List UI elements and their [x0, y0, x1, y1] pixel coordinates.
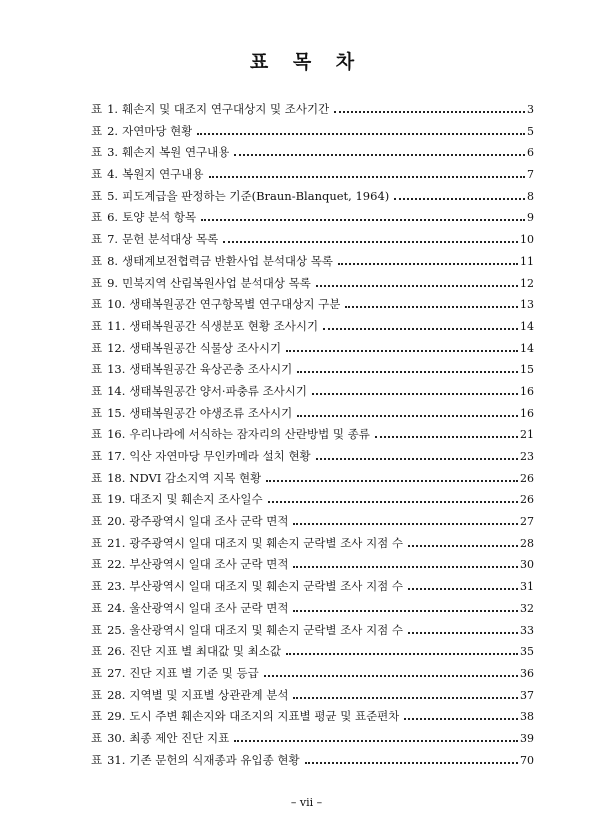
- toc-entry[interactable]: [91, 556, 534, 578]
- toc-entry-title: 문헌 분석대상 목록: [122, 232, 219, 247]
- toc-dot-leader: [297, 415, 518, 417]
- toc-dot-leader: [375, 436, 518, 438]
- toc-entry-prefix: 표: [91, 123, 103, 138]
- toc-entry-page: 38: [520, 710, 534, 724]
- toc-entry-prefix: 표: [91, 297, 103, 312]
- toc-dot-leader: [293, 566, 518, 568]
- toc-dot-leader: [408, 545, 518, 547]
- toc-entry-title: 부산광역시 일대 대조지 및 훼손지 군락별 조사 지점 수: [129, 579, 404, 594]
- toc-entry-number: 28.: [107, 687, 126, 702]
- toc-entry-title: 토양 분석 항목: [122, 210, 197, 225]
- toc-dot-leader: [286, 350, 518, 352]
- toc-entry[interactable]: [91, 405, 534, 427]
- toc-entry-number: 4.: [107, 167, 119, 182]
- toc-entry-prefix: 표: [91, 579, 103, 594]
- toc-entry-prefix: 표: [91, 102, 103, 116]
- toc-entry-prefix: 표: [91, 145, 103, 160]
- toc-entry[interactable]: [91, 600, 534, 622]
- toc-entry-number: 29.: [107, 709, 126, 724]
- toc-entry[interactable]: [91, 643, 534, 665]
- toc-entry-prefix: 표: [91, 167, 103, 182]
- toc-dot-leader: [334, 111, 525, 113]
- toc-entry-prefix: 표: [91, 449, 103, 463]
- toc-entry-prefix: 표: [91, 665, 103, 680]
- toc-entry-number: 12.: [107, 340, 126, 355]
- toc-entry[interactable]: [91, 318, 534, 340]
- toc-entry-page: 11: [520, 254, 534, 268]
- toc-entry-number: 21.: [107, 535, 126, 550]
- toc-entry-title: 울산광역시 일대 조사 군락 면적: [129, 600, 289, 615]
- toc-entry-prefix: 표: [91, 730, 103, 745]
- toc-entry-title: 생태복원공간 연구항목별 연구대상지 구분: [129, 297, 341, 312]
- toc-entry-prefix: 표: [91, 514, 103, 529]
- toc-entry-number: 1.: [107, 102, 119, 116]
- toc-entry-title: 민북지역 산림복원사업 분석대상 목록: [122, 275, 311, 290]
- toc-entry-title: 훼손지 및 대조지 연구대상지 및 조사기간: [122, 102, 330, 116]
- toc-entry-title: 광주광역시 일대 대조지 및 훼손지 군락별 조사 지점 수: [129, 535, 404, 550]
- toc-entry[interactable]: [91, 166, 534, 188]
- toc-dot-leader: [266, 480, 518, 482]
- toc-entry-page: 36: [520, 666, 534, 680]
- toc-dot-leader: [345, 306, 518, 308]
- toc-entry-page: 30: [520, 558, 534, 572]
- toc-dot-leader: [293, 523, 518, 525]
- toc-entry[interactable]: [91, 231, 534, 253]
- toc-entry[interactable]: [91, 470, 534, 492]
- toc-entry[interactable]: [91, 665, 534, 687]
- toc-entry[interactable]: [91, 383, 534, 405]
- toc-dot-leader: [305, 762, 518, 764]
- toc-entry-page: 21: [520, 428, 534, 442]
- toc-entry-title: 진단 지표 별 기준 및 등급: [129, 665, 259, 680]
- toc-entry-title: 기존 문헌의 식재종과 유입종 현황: [129, 752, 300, 767]
- toc-entry-number: 23.: [107, 579, 126, 594]
- toc-entry-prefix: 표: [91, 188, 103, 203]
- toc-dot-leader: [404, 718, 518, 720]
- toc-entry-number: 13.: [107, 362, 126, 377]
- page-title: 표 목 차: [249, 51, 364, 73]
- toc-entry-number: 14.: [107, 383, 126, 398]
- toc-entry-number: 24.: [107, 600, 126, 615]
- toc-entry-page: 7: [527, 168, 534, 182]
- page-number: – vii –: [290, 796, 323, 809]
- toc-entry-title: 울산광역시 일대 대조지 및 훼손지 군락별 조사 지점 수: [129, 622, 404, 637]
- toc-dot-leader: [201, 219, 525, 221]
- toc-entry-page: 16: [520, 406, 534, 420]
- toc-entry[interactable]: [91, 253, 534, 275]
- toc-entry-title: 생태계보전협력금 반환사업 분석대상 목록: [122, 253, 334, 268]
- toc-entry[interactable]: [91, 752, 534, 774]
- toc-entry-page: 31: [520, 580, 534, 594]
- toc-entry-page: 12: [520, 276, 534, 290]
- toc-dot-leader: [209, 176, 525, 178]
- toc-entry-page: 10: [520, 233, 534, 247]
- toc-entry[interactable]: [91, 340, 534, 362]
- toc-entry-number: 30.: [107, 730, 126, 745]
- toc-entry[interactable]: [91, 275, 534, 297]
- toc-entry-page: 8: [527, 189, 534, 203]
- toc-entry-prefix: 표: [91, 362, 103, 377]
- toc-entry-title: 복원지 연구내용: [122, 167, 204, 182]
- toc-entry-prefix: 표: [91, 752, 103, 767]
- toc-dot-leader: [234, 740, 518, 742]
- toc-entry-title: 익산 자연마당 무인카메라 설치 현황: [129, 449, 311, 463]
- toc-entry-title: 대조지 및 훼손지 조사일수: [129, 492, 263, 507]
- toc-dot-leader: [234, 154, 525, 156]
- toc-entry-title: 진단 지표 별 최대값 및 최소값: [129, 644, 281, 659]
- toc-entry-page: 9: [527, 211, 534, 225]
- toc-entry[interactable]: [91, 361, 534, 383]
- toc-entry[interactable]: [91, 513, 534, 535]
- toc-entry-prefix: 표: [91, 405, 103, 420]
- toc-entry-prefix: 표: [91, 644, 103, 659]
- toc-entry-page: 14: [520, 341, 534, 355]
- toc-entry-title: 생태복원공간 육상곤충 조사시기: [129, 362, 293, 377]
- toc-entry-prefix: 표: [91, 687, 103, 702]
- toc-dot-leader: [197, 133, 525, 135]
- toc-entry[interactable]: [91, 730, 534, 752]
- toc-dot-leader: [312, 393, 518, 395]
- toc-entry-prefix: 표: [91, 318, 103, 333]
- toc-entry-prefix: 표: [91, 709, 103, 724]
- toc-entry-page: 37: [520, 688, 534, 702]
- toc-entry-page: 13: [520, 298, 534, 312]
- toc-entry-page: 15: [520, 363, 534, 377]
- toc-entry-title: 도시 주변 훼손지와 대조지의 지표별 평균 및 표준편차: [129, 709, 400, 724]
- toc-entry-number: 3.: [107, 145, 119, 160]
- toc-entry-number: 11.: [107, 318, 126, 333]
- toc-entry-prefix: 표: [91, 210, 103, 225]
- toc-entry-prefix: 표: [91, 557, 103, 572]
- toc-dot-leader: [297, 371, 518, 373]
- toc-entry-page: 3: [527, 103, 534, 116]
- toc-entry-number: 7.: [107, 232, 119, 247]
- toc-entry-title: 자연마당 현황: [122, 123, 193, 138]
- toc-entry-page: 35: [520, 645, 534, 659]
- toc-entry-page: 6: [527, 146, 534, 160]
- toc-entry-number: 9.: [107, 275, 119, 290]
- toc-entry-page: 5: [527, 124, 534, 138]
- toc-entry-number: 18.: [107, 470, 126, 485]
- toc-entry-number: 25.: [107, 622, 126, 637]
- toc-entry-number: 31.: [107, 752, 126, 767]
- toc-entry-prefix: 표: [91, 492, 103, 507]
- toc-entry[interactable]: [91, 101, 534, 123]
- toc-entry-title: 생태복원공간 야생조류 조사시기: [129, 405, 293, 420]
- toc-entry[interactable]: [91, 123, 534, 145]
- toc-entry-page: 16: [520, 384, 534, 398]
- toc-entry-page: 26: [520, 471, 534, 485]
- toc-entry-number: 26.: [107, 644, 126, 659]
- toc-entry-page: 70: [520, 753, 534, 767]
- toc-dot-leader: [338, 263, 518, 265]
- toc-entry[interactable]: [91, 426, 534, 448]
- toc-entry-prefix: 표: [91, 383, 103, 398]
- toc-entry-title: 부산광역시 일대 조사 군락 면적: [129, 557, 289, 572]
- toc-dot-leader: [268, 501, 518, 503]
- toc-entry-prefix: 표: [91, 232, 103, 247]
- toc-dot-leader: [293, 610, 518, 612]
- toc-entry-number: 22.: [107, 557, 126, 572]
- toc-entry-number: 20.: [107, 514, 126, 529]
- toc-entry-prefix: 표: [91, 275, 103, 290]
- toc-entry[interactable]: [91, 622, 534, 644]
- toc-entry-number: 5.: [107, 188, 119, 203]
- toc-dot-leader: [264, 675, 518, 677]
- table-of-contents: [91, 101, 534, 773]
- toc-entry-number: 19.: [107, 492, 126, 507]
- toc-entry-title: 지역별 및 지표별 상관관계 분석: [129, 687, 289, 702]
- toc-entry-page: 23: [520, 450, 534, 463]
- toc-entry-page: 26: [520, 493, 534, 507]
- toc-entry-title: 최종 제안 진단 지표: [129, 730, 230, 745]
- toc-dot-leader: [408, 588, 518, 590]
- toc-entry[interactable]: [91, 144, 534, 166]
- toc-entry-title: NDVI 감소지역 지목 현황: [129, 470, 262, 485]
- toc-entry-title: 피도계급을 판정하는 기준(Braun-Blanquet, 1964): [122, 188, 390, 203]
- toc-entry-title: 훼손지 복원 연구내용: [122, 145, 230, 160]
- toc-entry-page: 33: [520, 623, 534, 637]
- toc-entry-number: 10.: [107, 297, 126, 312]
- toc-entry-title: 생태복원공간 식물상 조사시기: [129, 340, 282, 355]
- toc-entry-prefix: 표: [91, 600, 103, 615]
- toc-entry-prefix: 표: [91, 427, 103, 442]
- toc-dot-leader: [223, 241, 518, 243]
- toc-entry-number: 17.: [107, 449, 126, 463]
- toc-entry-number: 6.: [107, 210, 119, 225]
- toc-entry[interactable]: [91, 491, 534, 513]
- toc-entry-number: 8.: [107, 253, 119, 268]
- toc-entry-prefix: 표: [91, 253, 103, 268]
- toc-entry-prefix: 표: [91, 622, 103, 637]
- toc-dot-leader: [316, 285, 518, 287]
- toc-entry-page: 14: [520, 319, 534, 333]
- toc-entry-title: 우리나라에 서식하는 잠자리의 산란방법 및 종류: [129, 427, 370, 442]
- toc-entry-page: 28: [520, 536, 534, 550]
- toc-dot-leader: [316, 458, 518, 460]
- toc-entry[interactable]: [91, 448, 534, 470]
- toc-dot-leader: [323, 328, 518, 330]
- toc-entry-title: 생태복원공간 양서·파충류 조사시기: [129, 383, 308, 398]
- toc-dot-leader: [286, 653, 518, 655]
- toc-entry-title: 광주광역시 일대 조사 군락 면적: [129, 514, 289, 529]
- toc-entry-number: 15.: [107, 405, 126, 420]
- toc-entry[interactable]: [91, 687, 534, 709]
- toc-entry-prefix: 표: [91, 470, 103, 485]
- toc-entry[interactable]: [91, 188, 534, 210]
- toc-entry[interactable]: [91, 535, 534, 557]
- toc-entry-prefix: 표: [91, 535, 103, 550]
- toc-entry-number: 27.: [107, 665, 126, 680]
- toc-dot-leader: [394, 198, 525, 200]
- toc-entry[interactable]: [91, 578, 534, 600]
- toc-dot-leader: [408, 632, 518, 634]
- toc-entry-prefix: 표: [91, 340, 103, 355]
- toc-entry-page: 39: [520, 731, 534, 745]
- toc-entry-page: 27: [520, 515, 534, 529]
- toc-entry[interactable]: [91, 296, 534, 318]
- toc-entry-title: 생태복원공간 식생분포 현황 조사시기: [129, 318, 319, 333]
- toc-entry[interactable]: [91, 708, 534, 730]
- toc-entry-number: 16.: [107, 427, 126, 442]
- toc-entry-number: 2.: [107, 123, 119, 138]
- toc-dot-leader: [293, 697, 518, 699]
- toc-entry-page: 32: [520, 601, 534, 615]
- toc-entry[interactable]: [91, 209, 534, 231]
